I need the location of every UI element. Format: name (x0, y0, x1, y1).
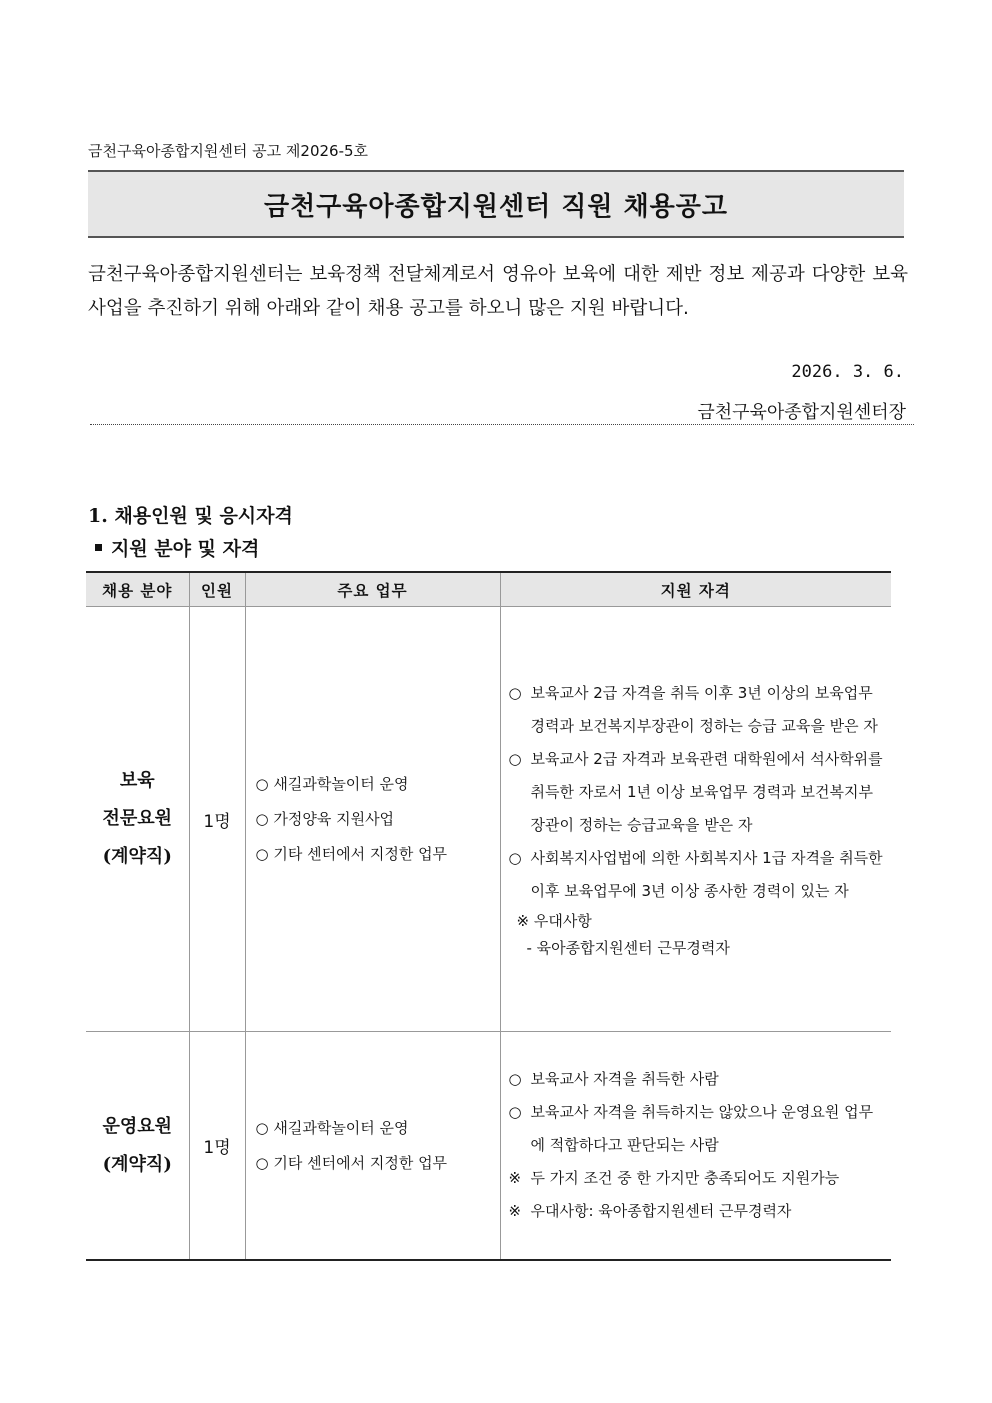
duty-item: ○ 기타 센터에서 지정한 업무 (255, 1153, 448, 1172)
organization-signature: 금천구육아종합지원센터장 (697, 402, 906, 423)
qualification-text: 보육교사 자격을 취득한 사람 (530, 1070, 719, 1088)
qualification-item (509, 842, 886, 908)
circle-bullet-icon: ○ (508, 1070, 522, 1088)
notice-number: 금천구육아종합지원센터 공고 제2026-5호 (88, 142, 369, 160)
field-cell (86, 1032, 189, 1261)
field-cell (86, 607, 189, 1032)
qualification-item (509, 1096, 886, 1162)
recruitment-table (86, 571, 891, 1261)
qualification-text: 보육교사 2급 자격과 보육관련 대학원에서 석사학위를 취득한 자로서 1년 이상 보육업무 경력과 보건복지부 장관이 정하는 승급교육을 받은 자 (530, 749, 883, 834)
duty-item: ○ 기타 센터에서 지정한 업무 (255, 844, 448, 863)
header-field: 채용 분야 (86, 572, 189, 607)
section-subtitle-text: 지원 분야 및 자격 (111, 538, 260, 560)
duty-item: ○ 새길과학놀이터 운영 (255, 1118, 409, 1137)
field-line: (계약직) (102, 1153, 172, 1175)
duties-cell (245, 1032, 500, 1261)
count-cell: 1명 (189, 1032, 245, 1261)
duty-item: ○ 새길과학놀이터 운영 (255, 774, 409, 793)
count-cell: 1명 (189, 607, 245, 1032)
circle-bullet-icon: ○ (508, 683, 522, 702)
section-title: 1. 채용인원 및 응시자격 (88, 505, 293, 527)
page-title: 금천구육아종합지원센터 직원 채용공고 (263, 191, 729, 222)
header-qualifications: 지원 자격 (500, 572, 891, 607)
intro-paragraph: 금천구육아종합지원센터는 보육정책 전달체계로서 영유아 보육에 대한 제반 정보 제공과 다양한 보육 사업을 추진하기 위해 아래와 같이 채용 공고를 하오니 많은 지원 바랍니다. (88, 264, 908, 319)
field-line: (계약직) (102, 846, 172, 867)
qualification-item (509, 677, 886, 743)
table-row (86, 607, 891, 1032)
square-bullet-icon (95, 544, 102, 551)
dotted-divider (90, 424, 914, 425)
notice-date: 2026. 3. 6. (791, 362, 904, 382)
qualification-item (509, 743, 886, 842)
qualifications-cell (500, 1032, 891, 1261)
reference-mark-icon: ※ (508, 1169, 522, 1187)
table-row (86, 1032, 891, 1261)
qualification-text: 우대사항: 육아종합지원센터 근무경력자 (530, 1202, 792, 1220)
qualification-text: 사회복지사업법에 의한 사회복지사 1급 자격을 취득한 이후 보육업무에 3년 이상 종사한 경력이 있는 자 (530, 848, 883, 900)
qualification-text: 보육교사 2급 자격을 취득 이후 3년 이상의 보육업무 경력과 보건복지부장관이 정하는 승급 교육을 받은 자 (530, 683, 878, 735)
qualification-item (509, 1195, 886, 1228)
qualification-item (509, 1063, 886, 1096)
field-line: 운영요원 (102, 1115, 173, 1137)
table-header-row (86, 572, 891, 607)
header-duties: 주요 업무 (245, 572, 500, 607)
field-line: 전문요원 (102, 808, 173, 829)
qualification-item (509, 1162, 886, 1195)
preference-item: - 육아종합지원센터 근무경력자 (526, 938, 730, 957)
reference-mark-icon: ※ (508, 1202, 522, 1220)
duty-item: ○ 가정양육 지원사업 (255, 809, 395, 828)
qualifications-cell (500, 607, 891, 1032)
circle-bullet-icon: ○ (508, 848, 522, 867)
field-line: 보육 (119, 770, 155, 791)
section-subtitle (95, 534, 259, 561)
preference-label: ※ 우대사항 (516, 911, 592, 930)
qualification-text: 두 가지 조건 중 한 가지만 충족되어도 지원가능 (530, 1169, 840, 1187)
header-count: 인원 (189, 572, 245, 607)
duties-cell (245, 607, 500, 1032)
qualification-text: 보육교사 자격을 취득하지는 않았으나 운영요원 업무에 적합하다고 판단되는 사람 (530, 1103, 874, 1154)
title-banner (88, 170, 904, 238)
circle-bullet-icon: ○ (508, 1103, 522, 1121)
circle-bullet-icon: ○ (508, 749, 522, 768)
